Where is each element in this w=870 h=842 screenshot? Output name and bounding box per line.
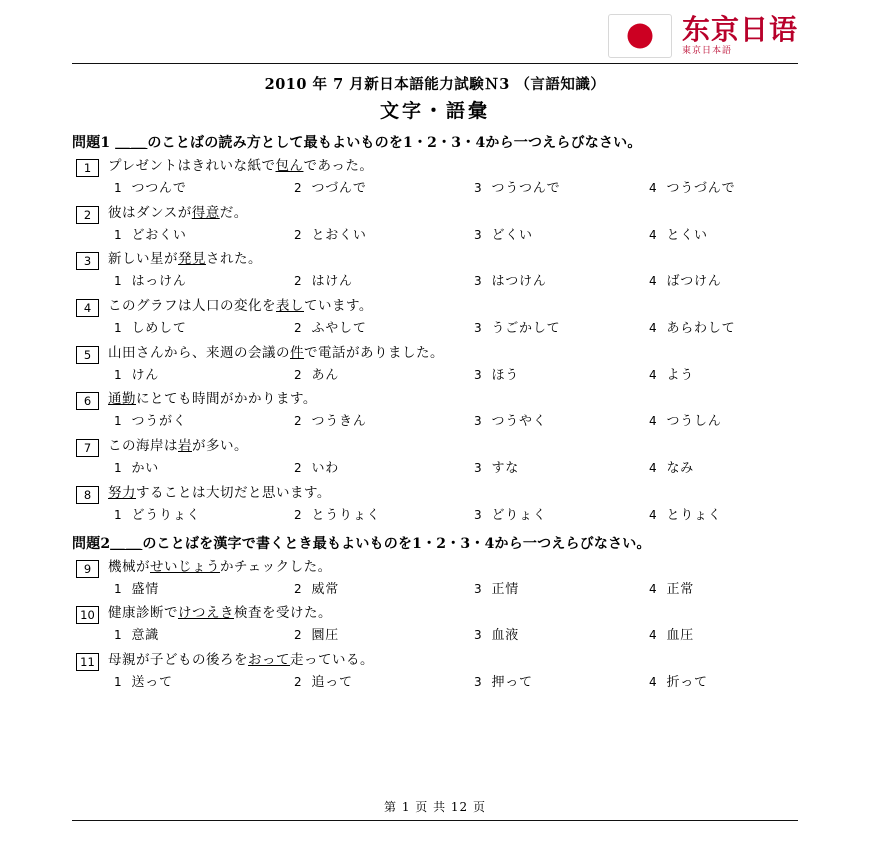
choice-label: あん bbox=[311, 367, 340, 383]
stem-post: かチェックした。 bbox=[220, 558, 332, 575]
choice-option[interactable] bbox=[294, 177, 474, 202]
choice-index: 1 bbox=[114, 414, 123, 429]
choice-label: 正情 bbox=[491, 581, 520, 597]
choice-row bbox=[72, 457, 798, 482]
choice-label: どうりょく bbox=[131, 507, 201, 523]
question-text bbox=[108, 156, 373, 177]
choice-index: 1 bbox=[114, 628, 123, 643]
stem-pre: 山田さんから、来週の会議の bbox=[108, 344, 290, 361]
choice-label: はつけん bbox=[491, 274, 547, 290]
choice-index: 3 bbox=[474, 628, 483, 643]
choice-index: 2 bbox=[294, 181, 303, 195]
stem-pre: 新しい星が bbox=[108, 251, 178, 268]
question-6 bbox=[72, 389, 798, 435]
choice-index: 2 bbox=[294, 628, 303, 643]
choice-index: 2 bbox=[294, 461, 303, 476]
stem-underlined: 発見 bbox=[178, 251, 206, 268]
question-stem bbox=[72, 343, 798, 364]
choice-index: 4 bbox=[649, 507, 658, 522]
choice-index: 4 bbox=[649, 628, 658, 643]
brand-name-cn: 东京日语 bbox=[681, 13, 798, 46]
question-stem bbox=[72, 389, 798, 410]
choice-row bbox=[72, 671, 798, 696]
choice-option[interactable] bbox=[474, 457, 649, 482]
choice-option[interactable] bbox=[114, 317, 294, 342]
question-number: 4 bbox=[76, 299, 99, 317]
choice-option[interactable] bbox=[294, 224, 474, 249]
section-label-1: 問題1 bbox=[72, 135, 111, 151]
question-stem bbox=[72, 249, 798, 270]
choice-label: あらわして bbox=[666, 321, 736, 337]
question-number: 5 bbox=[76, 346, 99, 364]
choice-label: 正常 bbox=[666, 581, 695, 597]
choice-label: 折って bbox=[666, 674, 708, 690]
choice-option[interactable] bbox=[294, 457, 474, 482]
question-text bbox=[108, 557, 332, 578]
choice-label: かい bbox=[131, 461, 160, 477]
choice-label: 威常 bbox=[311, 581, 340, 597]
choice-option[interactable] bbox=[649, 504, 789, 529]
choice-option[interactable] bbox=[294, 624, 474, 649]
stem-pre: プレゼントはきれいな紙で bbox=[108, 158, 276, 174]
question-number: 10 bbox=[76, 606, 99, 624]
header-divider bbox=[72, 63, 798, 64]
stem-post: することは大切だと思います。 bbox=[136, 484, 331, 501]
choice-label: 盛情 bbox=[131, 581, 160, 597]
choice-index: 2 bbox=[294, 507, 303, 522]
stem-pre: このグラフは人口の変化を bbox=[108, 298, 276, 315]
stem-post: にとても時間がかかります。 bbox=[136, 391, 317, 408]
choice-index: 3 bbox=[474, 414, 483, 429]
question-10 bbox=[72, 603, 798, 649]
choice-label: 追って bbox=[311, 674, 353, 690]
choice-label: 血液 bbox=[491, 628, 520, 644]
question-text bbox=[108, 436, 248, 457]
choice-index: 3 bbox=[474, 321, 483, 336]
choice-label: よう bbox=[666, 367, 695, 383]
choice-index: 4 bbox=[649, 367, 658, 382]
question-text bbox=[108, 603, 332, 624]
choice-index: 2 bbox=[294, 674, 303, 689]
choice-label: 押って bbox=[491, 674, 533, 690]
question-stem bbox=[72, 603, 798, 624]
stem-underlined: 包ん bbox=[275, 158, 304, 174]
choice-index: 2 bbox=[294, 321, 303, 336]
choice-label: すな bbox=[491, 461, 520, 477]
choice-option[interactable] bbox=[474, 177, 649, 202]
choice-label: つづんで bbox=[311, 181, 367, 196]
question-text bbox=[108, 249, 262, 270]
choice-option[interactable] bbox=[649, 364, 789, 389]
question-text bbox=[108, 203, 248, 224]
question-text bbox=[108, 650, 374, 671]
choice-row bbox=[72, 364, 798, 389]
choice-index: 1 bbox=[114, 321, 123, 336]
brand-logo-text bbox=[681, 13, 798, 56]
choice-index: 1 bbox=[114, 367, 123, 382]
question-4 bbox=[72, 296, 798, 342]
choice-label: とうりょく bbox=[311, 507, 381, 523]
section-label-2: 問題2 bbox=[72, 535, 111, 552]
choice-label: いわ bbox=[311, 461, 340, 477]
question-5 bbox=[72, 343, 798, 389]
question-number: 2 bbox=[76, 206, 99, 224]
stem-underlined: おって bbox=[248, 651, 290, 668]
stem-post: された。 bbox=[206, 251, 262, 268]
choice-index: 1 bbox=[114, 181, 123, 195]
stem-pre: 彼はダンスが bbox=[108, 204, 192, 221]
question-number: 9 bbox=[76, 560, 99, 578]
choice-option[interactable] bbox=[474, 671, 649, 696]
choice-option[interactable] bbox=[114, 578, 294, 603]
page-footer: 第 1 页 共 12 页 bbox=[384, 800, 486, 814]
question-text bbox=[108, 343, 444, 364]
choice-label: つうがく bbox=[131, 414, 187, 430]
question-text bbox=[108, 483, 331, 504]
choice-index: 3 bbox=[474, 674, 483, 689]
stem-post: 走っている。 bbox=[290, 651, 374, 668]
choice-index: 1 bbox=[114, 461, 123, 476]
choice-label: ふやして bbox=[311, 321, 367, 337]
choice-row bbox=[72, 177, 798, 202]
question-number: 11 bbox=[76, 653, 99, 671]
choice-label: はけん bbox=[311, 274, 353, 290]
question-number: 6 bbox=[76, 392, 99, 410]
choice-index: 3 bbox=[474, 461, 483, 476]
choice-index: 2 bbox=[294, 274, 303, 289]
section-text-1: のことばの読み方として最もよいものを1・2・3・4から一つえらびなさい。 bbox=[147, 135, 642, 151]
choice-label: つうきん bbox=[311, 414, 367, 430]
stem-post: だ。 bbox=[219, 204, 248, 221]
choice-label: どおくい bbox=[131, 227, 187, 243]
question-7 bbox=[72, 436, 798, 482]
choice-index: 2 bbox=[294, 367, 303, 382]
question-9 bbox=[72, 557, 798, 603]
choice-index: 3 bbox=[474, 274, 483, 289]
page-title: 2010 年 7 月新日本語能力試験Ｎ3 （言語知識） bbox=[264, 76, 606, 93]
choice-index: 4 bbox=[649, 674, 658, 689]
choice-label: つうづんで bbox=[666, 181, 736, 196]
choice-label: つうやく bbox=[491, 414, 547, 430]
choice-option[interactable] bbox=[114, 671, 294, 696]
choice-index: 3 bbox=[474, 507, 483, 522]
page-subtitle: 文字・語彙 bbox=[379, 100, 490, 122]
stem-pre: 健康診断で bbox=[108, 605, 178, 622]
choice-option[interactable] bbox=[474, 410, 649, 435]
question-number: 1 bbox=[76, 159, 99, 177]
choice-row bbox=[72, 317, 798, 342]
choice-label: 送って bbox=[131, 674, 173, 690]
choice-option[interactable] bbox=[294, 364, 474, 389]
section-blank-1: ＿＿ bbox=[115, 135, 148, 151]
choice-label: 血圧 bbox=[666, 628, 695, 644]
choice-index: 3 bbox=[474, 367, 483, 382]
stem-post: が多い。 bbox=[192, 438, 248, 455]
question-stem bbox=[72, 203, 798, 224]
choice-option[interactable] bbox=[649, 457, 789, 482]
choice-label: 圜圧 bbox=[311, 628, 340, 644]
question-text bbox=[108, 296, 373, 317]
stem-underlined: 表し bbox=[276, 298, 304, 315]
stem-pre: 機械が bbox=[108, 558, 150, 575]
choice-index: 4 bbox=[649, 227, 658, 242]
choice-label: つうしん bbox=[666, 414, 722, 430]
question-stem bbox=[72, 557, 798, 578]
choice-option[interactable] bbox=[649, 578, 789, 603]
question-number: 3 bbox=[76, 252, 99, 270]
choice-index: 1 bbox=[114, 274, 123, 289]
choice-index: 4 bbox=[649, 414, 658, 429]
stem-underlined: 努力 bbox=[108, 484, 136, 501]
choice-index: 3 bbox=[474, 581, 483, 596]
choice-option[interactable] bbox=[474, 317, 649, 342]
choice-index: 3 bbox=[474, 181, 483, 195]
question-stem bbox=[72, 156, 798, 177]
choice-index: 4 bbox=[649, 181, 658, 195]
choice-index: 3 bbox=[474, 227, 483, 242]
choice-label: どくい bbox=[491, 227, 533, 243]
choice-index: 2 bbox=[294, 581, 303, 596]
choice-row bbox=[72, 224, 798, 249]
question-1 bbox=[72, 156, 798, 202]
choice-label: つうつんで bbox=[491, 181, 561, 196]
choice-label: つつんで bbox=[131, 181, 187, 196]
choice-label: けん bbox=[131, 367, 160, 383]
choice-label: どりょく bbox=[491, 507, 547, 523]
stem-post: であった。 bbox=[303, 158, 374, 174]
choice-row bbox=[72, 504, 798, 529]
choice-option[interactable] bbox=[114, 457, 294, 482]
choice-option[interactable] bbox=[294, 504, 474, 529]
stem-post: ています。 bbox=[304, 298, 373, 315]
stem-underlined: 岩 bbox=[178, 438, 192, 455]
section-heading-2 bbox=[72, 533, 798, 553]
choice-row bbox=[72, 270, 798, 295]
choice-option[interactable] bbox=[114, 504, 294, 529]
section-blank-2: ＿＿ bbox=[110, 535, 143, 552]
choice-option[interactable] bbox=[114, 364, 294, 389]
choice-index: 4 bbox=[649, 581, 658, 596]
choice-index: 4 bbox=[649, 321, 658, 336]
choice-option[interactable] bbox=[649, 270, 789, 295]
japan-flag-icon bbox=[608, 14, 672, 58]
brand-name-jp: 東京日本語 bbox=[681, 46, 732, 56]
choice-option[interactable] bbox=[294, 317, 474, 342]
choice-index: 1 bbox=[114, 581, 123, 596]
choice-option[interactable] bbox=[649, 224, 789, 249]
choice-option[interactable] bbox=[474, 504, 649, 529]
question-stem bbox=[72, 483, 798, 504]
choice-row bbox=[72, 578, 798, 603]
question-number: 7 bbox=[76, 439, 99, 457]
choice-option[interactable] bbox=[114, 177, 294, 202]
choice-option[interactable] bbox=[114, 410, 294, 435]
choice-index: 1 bbox=[114, 674, 123, 689]
question-8 bbox=[72, 483, 798, 529]
stem-underlined: けつえき bbox=[178, 605, 234, 622]
choice-option[interactable] bbox=[474, 624, 649, 649]
question-11 bbox=[72, 650, 798, 696]
document-body bbox=[72, 70, 798, 697]
stem-post: で電話がありました。 bbox=[304, 344, 444, 361]
stem-underlined: せいじょう bbox=[150, 558, 220, 575]
choice-index: 4 bbox=[649, 461, 658, 476]
stem-pre: 母親が子どもの後ろを bbox=[108, 651, 248, 668]
question-stem bbox=[72, 436, 798, 457]
choice-option[interactable] bbox=[474, 364, 649, 389]
question-3 bbox=[72, 249, 798, 295]
choice-option[interactable] bbox=[474, 224, 649, 249]
choice-option[interactable] bbox=[649, 624, 789, 649]
stem-post: 検査を受けた。 bbox=[234, 605, 332, 622]
choice-option[interactable] bbox=[474, 578, 649, 603]
choice-option[interactable] bbox=[649, 317, 789, 342]
brand-logo bbox=[608, 14, 798, 58]
choice-option[interactable] bbox=[649, 410, 789, 435]
section-text-2: のことばを漢字で書くとき最もよいものを1・2・3・4から一つえらびなさい。 bbox=[142, 535, 651, 552]
choice-option[interactable] bbox=[114, 224, 294, 249]
choice-label: とりょく bbox=[666, 507, 722, 523]
choice-option[interactable] bbox=[294, 410, 474, 435]
choice-label: とおくい bbox=[311, 227, 367, 243]
choice-index: 2 bbox=[294, 227, 303, 242]
stem-underlined: 得意 bbox=[191, 204, 220, 221]
choice-label: とくい bbox=[666, 227, 708, 243]
choice-label: うごかして bbox=[491, 321, 561, 337]
choice-label: はっけん bbox=[131, 274, 187, 290]
stem-underlined: 件 bbox=[290, 344, 304, 361]
question-2 bbox=[72, 203, 798, 249]
choice-option[interactable] bbox=[649, 671, 789, 696]
question-stem bbox=[72, 650, 798, 671]
choice-label: なみ bbox=[666, 461, 695, 477]
choice-label: ばつけん bbox=[666, 274, 722, 290]
choice-label: ほう bbox=[491, 367, 520, 383]
choice-option[interactable] bbox=[294, 270, 474, 295]
question-text bbox=[108, 389, 317, 410]
choice-option[interactable] bbox=[649, 177, 789, 202]
question-number: 8 bbox=[76, 486, 99, 504]
choice-option[interactable] bbox=[114, 270, 294, 295]
choice-option[interactable] bbox=[114, 624, 294, 649]
choice-row bbox=[72, 624, 798, 649]
stem-pre: この海岸は bbox=[108, 438, 178, 455]
choice-option[interactable] bbox=[474, 270, 649, 295]
question-stem bbox=[72, 296, 798, 317]
choice-index: 4 bbox=[649, 274, 658, 289]
choice-index: 2 bbox=[294, 414, 303, 429]
choice-index: 1 bbox=[114, 507, 123, 522]
footer-divider bbox=[72, 820, 798, 821]
section-heading-1 bbox=[72, 132, 798, 152]
choice-option[interactable] bbox=[294, 578, 474, 603]
choice-index: 1 bbox=[114, 227, 123, 242]
stem-underlined: 通勤 bbox=[108, 391, 136, 408]
choice-label: 意識 bbox=[131, 628, 160, 644]
choice-label: しめして bbox=[131, 321, 187, 337]
choice-option[interactable] bbox=[294, 671, 474, 696]
choice-row bbox=[72, 410, 798, 435]
